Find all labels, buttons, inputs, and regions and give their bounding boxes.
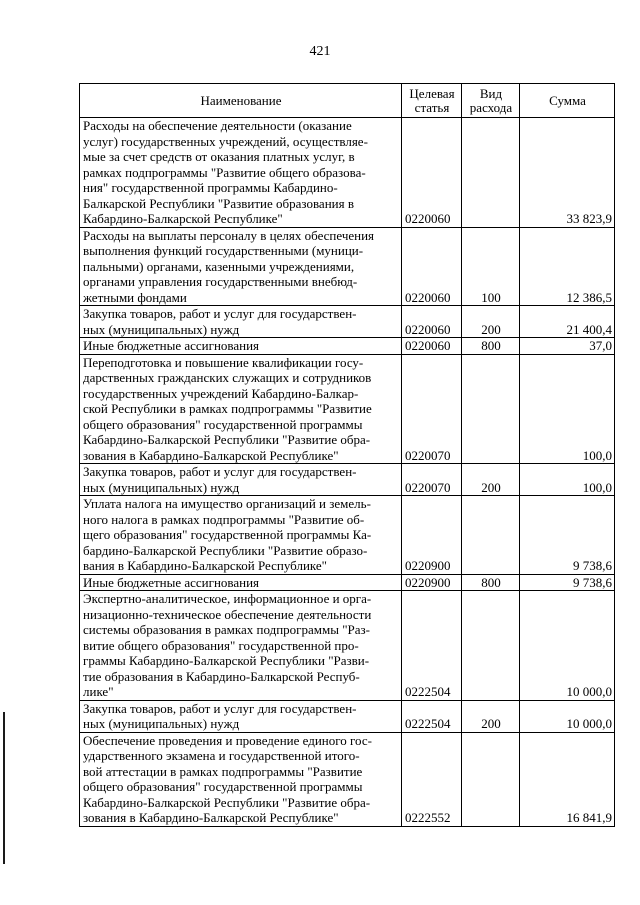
row-name-line: вания в Кабардино-Балкарской Республике": [83, 558, 327, 573]
row-name-line: Расходы на обеспечение деятельности (оказание: [83, 118, 352, 133]
row-expense-type: 200: [462, 464, 520, 496]
row-name-line: Экспертно-аналитическое, информационное и орга-: [83, 591, 372, 606]
row-name-line: Обеспечение проведения и проведение единого гос-: [83, 732, 372, 748]
row-name-line: вой аттестации в рамках подпрограммы "Развитие: [83, 763, 363, 779]
row-sum: 12 386,5: [520, 227, 615, 306]
row-target-article: 0220060: [402, 227, 462, 306]
row-name-line: Уплата налога на имущество организаций и земель-: [83, 496, 371, 511]
table-row: [80, 700, 615, 732]
header-expense-type-line2: расхода: [469, 99, 513, 115]
row-name-line: ных (муниципальных) нужд: [83, 716, 240, 731]
row-name-line: бардино-Балкарской Республики "Развитие образо-: [83, 542, 368, 558]
row-name-line: ской Республики в рамках подпрограммы "Развитие: [83, 401, 372, 416]
row-name-line: системы образования в рамках подпрограммы "Раз-: [83, 622, 370, 637]
table-row: [80, 354, 615, 464]
row-name-line: ния" государственной программы Кабардино-: [83, 180, 338, 195]
row-sum: 9 738,6: [520, 496, 615, 575]
row-name-line: общего образования" государственной программы: [83, 416, 363, 432]
table-row: [80, 574, 615, 591]
table-row: [80, 464, 615, 496]
page-number: 421: [309, 44, 331, 59]
row-name-cell: [80, 306, 402, 338]
row-name-line: Кабардино-Балкарской Республике": [83, 211, 283, 226]
row-target-article: 0222504: [402, 700, 462, 732]
row-name-line: государственных учреждений Кабардино-Балкар-: [83, 385, 359, 401]
row-sum: 21 400,4: [520, 306, 615, 338]
row-name-line: Иные бюджетные ассигнования: [83, 338, 260, 353]
row-target-article: 0220070: [402, 464, 462, 496]
row-name-line: Кабардино-Балкарской Республики "Развитие обра-: [83, 432, 371, 447]
row-target-article: 0220060: [402, 306, 462, 338]
row-name-line: Закупка товаров, работ и услуг для государствен-: [83, 464, 357, 479]
row-name-line: общего образования" государственной программы: [83, 779, 363, 794]
row-name-line: Закупка товаров, работ и услуг для государствен-: [83, 306, 357, 321]
header-name: Наименование: [80, 84, 402, 118]
row-name-line: лике": [83, 684, 114, 699]
budget-table: [79, 83, 615, 827]
row-name-line: щего образования" государственной программы Ка-: [83, 527, 372, 542]
row-name-line: витие общего образования" государственной про-: [83, 637, 359, 653]
row-expense-type: [462, 496, 520, 575]
row-name-line: пальными) органами, казенными учреждениями,: [83, 258, 355, 274]
table-body: [80, 118, 615, 827]
row-name-line: граммы Кабардино-Балкарской Республики "Разви-: [83, 653, 370, 668]
table-row: [80, 118, 615, 228]
header-expense-type: [462, 84, 520, 118]
row-name-line: Кабардино-Балкарской Республики "Развитие обра-: [83, 794, 371, 810]
row-sum: 10 000,0: [520, 591, 615, 701]
row-name-line: Иные бюджетные ассигнования: [83, 574, 260, 590]
table-header-row: [80, 84, 615, 118]
row-name-line: ного налога в рамках подпрограммы "Развитие об-: [83, 511, 365, 527]
row-name-cell: [80, 732, 402, 826]
header-target-article: [402, 84, 462, 118]
row-name-line: Расходы на выплаты персоналу в целях обеспечения: [83, 227, 375, 243]
row-sum: 9 738,6: [520, 574, 615, 591]
row-sum: 37,0: [520, 338, 615, 355]
row-name-line: выполнения функций государственными (муници-: [83, 243, 364, 258]
table-row: [80, 306, 615, 338]
row-target-article: 0220900: [402, 496, 462, 575]
header-target-article-line2: статья: [414, 99, 450, 115]
row-sum: 16 841,9: [520, 732, 615, 826]
row-name-line: низационно-техническое обеспечение деятельности: [83, 606, 372, 622]
table-row: [80, 227, 615, 306]
row-expense-type: [462, 354, 520, 464]
row-sum: 33 823,9: [520, 118, 615, 228]
row-target-article: 0220060: [402, 338, 462, 355]
row-name-line: тие образования в Кабардино-Балкарской Респуб-: [83, 668, 360, 684]
row-name-cell: [80, 700, 402, 732]
row-name-line: ударственного экзамена и государственной итого-: [83, 748, 360, 763]
row-name-cell: [80, 574, 402, 591]
row-target-article: 0222504: [402, 591, 462, 701]
row-name-cell: [80, 338, 402, 355]
margin-scan-mark: [3, 712, 5, 864]
row-expense-type: [462, 732, 520, 826]
row-name-line: органами управления государственными внебюд-: [83, 274, 358, 289]
row-expense-type: 800: [462, 574, 520, 591]
table-row: [80, 591, 615, 701]
row-sum: 100,0: [520, 354, 615, 464]
row-name-line: Закупка товаров, работ и услуг для государствен-: [83, 700, 357, 716]
row-expense-type: 200: [462, 306, 520, 338]
row-name-cell: [80, 496, 402, 575]
row-name-cell: [80, 591, 402, 701]
row-name-line: дарственных гражданских служащих и сотрудников: [83, 370, 372, 385]
row-name-line: Переподготовка и повышение квалификации госу-: [83, 354, 364, 370]
row-name-line: зования в Кабардино-Балкарской Республике": [83, 810, 339, 825]
row-expense-type: 100: [462, 227, 520, 306]
header-target-article-line1: Целевая: [409, 85, 455, 101]
header-expense-type-line1: Вид: [479, 85, 503, 101]
row-name-cell: [80, 118, 402, 228]
row-name-line: зования в Кабардино-Балкарской Республике": [83, 447, 339, 463]
row-sum: 10 000,0: [520, 700, 615, 732]
row-name-line: мые за счет средств от оказания платных услуг, в: [83, 149, 355, 164]
row-expense-type: 800: [462, 338, 520, 355]
row-target-article: 0220070: [402, 354, 462, 464]
row-target-article: 0220060: [402, 118, 462, 228]
table-row: [80, 732, 615, 826]
row-name-line: ных (муниципальных) нужд: [83, 321, 240, 337]
row-target-article: 0220900: [402, 574, 462, 591]
row-expense-type: [462, 118, 520, 228]
row-name-line: ных (муниципальных) нужд: [83, 479, 240, 495]
row-name-cell: [80, 464, 402, 496]
row-name-line: услуг) государственных учреждений, осуществляе-: [83, 133, 368, 149]
table-row: [80, 338, 615, 355]
row-sum: 100,0: [520, 464, 615, 496]
row-name-line: Балкарской Республики "Развитие образования в: [83, 195, 354, 211]
row-name-cell: [80, 227, 402, 306]
table-row: [80, 496, 615, 575]
row-target-article: 0222552: [402, 732, 462, 826]
row-name-cell: [80, 354, 402, 464]
header-sum: Сумма: [520, 84, 615, 118]
row-expense-type: 200: [462, 700, 520, 732]
row-expense-type: [462, 591, 520, 701]
row-name-line: жетными фондами: [83, 289, 187, 305]
row-name-line: рамках подпрограммы "Развитие общего образова-: [83, 164, 366, 180]
